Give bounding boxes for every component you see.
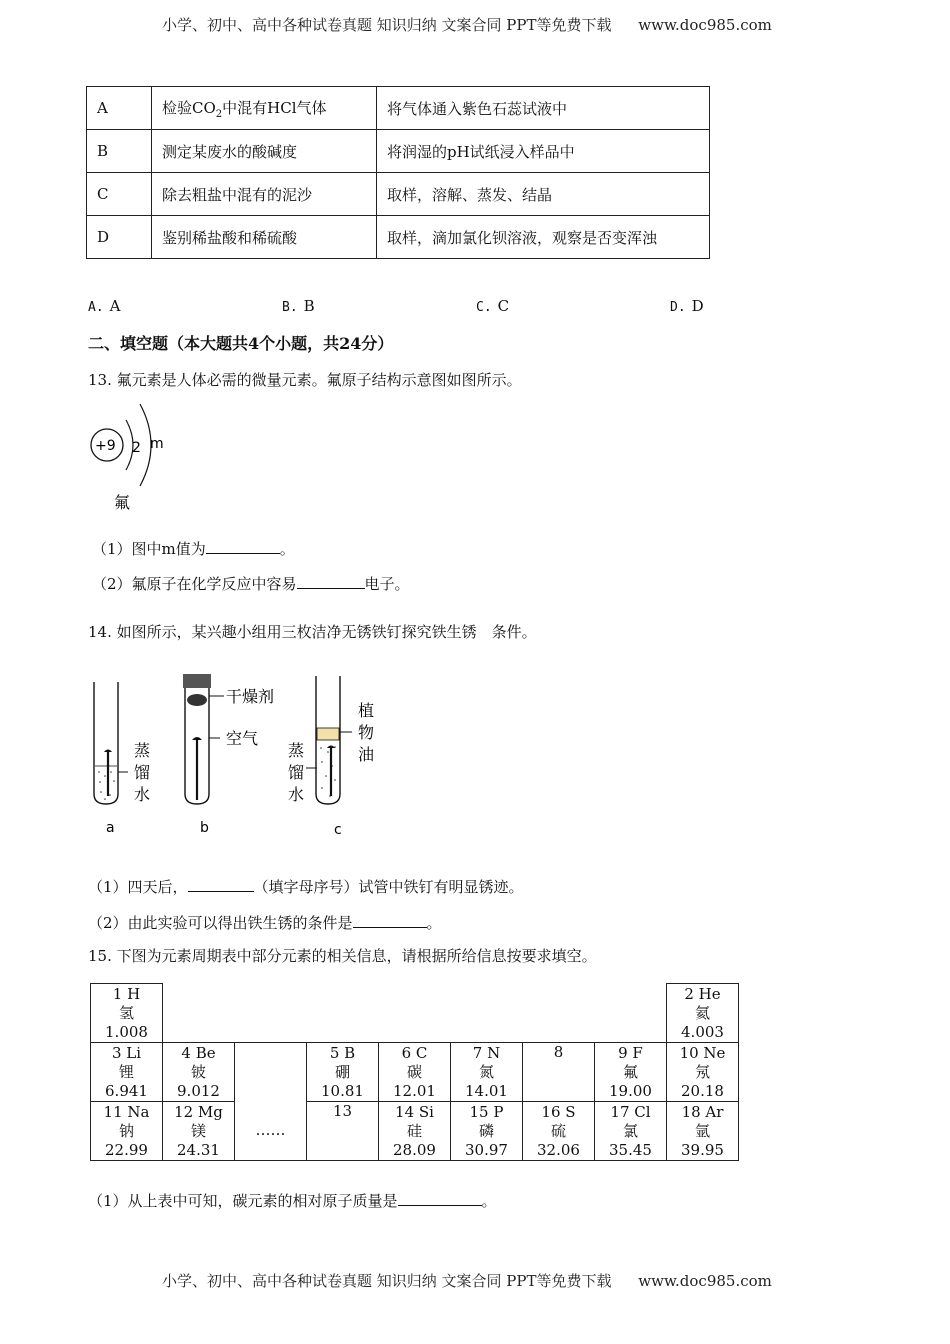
- choice-d[interactable]: D. D: [670, 297, 704, 315]
- element-cell: 15 P 磷 30.97: [451, 1102, 523, 1161]
- option-purpose: 鉴别稀盐酸和稀硫酸: [152, 216, 377, 259]
- svg-text:空气: 空气: [226, 729, 259, 748]
- rusting-experiment-diagram: [86, 672, 386, 842]
- answer-blank[interactable]: [188, 877, 254, 892]
- shell2-electrons: m: [150, 436, 164, 452]
- periodic-table: [90, 983, 739, 1161]
- options-table: [86, 86, 710, 259]
- header-text: 小学、初中、高中各种试卷真题 知识归纳 文案合同 PPT等免费下载: [162, 16, 612, 34]
- tube-label-b: b: [200, 820, 209, 836]
- footer-text: 小学、初中、高中各种试卷真题 知识归纳 文案合同 PPT等免费下载: [162, 1272, 612, 1290]
- option-label: D: [87, 216, 152, 259]
- answer-blank[interactable]: [297, 574, 365, 589]
- option-label: A: [87, 87, 152, 130]
- table-row: [91, 984, 739, 1043]
- shell1-electrons: 2: [132, 440, 141, 456]
- option-purpose: 检验$CO_2$中混有HCl气体: [152, 87, 377, 130]
- table-row: [87, 87, 710, 130]
- element-label: 氟: [114, 493, 131, 512]
- element-cell: 9 F 氟 19.00: [595, 1043, 667, 1102]
- tube-label-c: c: [334, 822, 342, 838]
- option-method: 取样，滴加氯化钡溶液，观察是否变浑浊: [377, 216, 710, 259]
- choice-a[interactable]: A. A: [88, 297, 121, 315]
- answer-blank[interactable]: [206, 539, 280, 554]
- q13-stem: 13. 氟元素是人体必需的微量元素。氟原子结构示意图如图所示。: [88, 371, 522, 389]
- svg-text:馏: 馏: [134, 763, 151, 782]
- element-cell: 18 Ar 氩 39.95: [667, 1102, 739, 1161]
- q14-stem: 14. 如图所示，某兴趣小组用三枚洁净无锈铁钉探究铁生锈 条件。: [88, 623, 537, 641]
- header-url[interactable]: www.doc985.com: [638, 16, 772, 34]
- water-dots-c: [320, 746, 336, 797]
- element-cell: 13: [307, 1102, 379, 1161]
- option-purpose: 测定某废水的酸碱度: [152, 130, 377, 173]
- svg-text:植: 植: [358, 701, 375, 720]
- water-dots-a: [98, 771, 115, 800]
- element-cell: 10 Ne 氖 20.18: [667, 1043, 739, 1102]
- choice-b[interactable]: B. B: [282, 297, 315, 315]
- svg-text:水: 水: [134, 785, 151, 804]
- tube-label-a: a: [106, 820, 115, 836]
- element-cell: 4 Be 铍 9.012: [163, 1043, 235, 1102]
- table-row: [87, 173, 710, 216]
- table-row: [91, 1102, 739, 1161]
- vegetable-oil-layer: [317, 728, 339, 740]
- option-method: 将气体通入紫色石蕊试液中: [377, 87, 710, 130]
- test-tube-a: [94, 682, 118, 804]
- choice-c[interactable]: C. C: [476, 297, 510, 315]
- element-cell: 3 Li 锂 6.941: [91, 1043, 163, 1102]
- element-cell: 6 C 碳 12.01: [379, 1043, 451, 1102]
- page-header: [162, 14, 772, 35]
- fluorine-atom-diagram: [88, 398, 198, 518]
- option-method: 将润湿的pH试纸浸入样品中: [377, 130, 710, 173]
- element-cell: 8: [523, 1043, 595, 1102]
- nucleus-charge: +9: [95, 438, 116, 454]
- option-label: B: [87, 130, 152, 173]
- element-cell: 17 Cl 氯 35.45: [595, 1102, 667, 1161]
- svg-text:馏: 馏: [288, 763, 305, 782]
- section-title: 二、填空题（本大题共4个小题，共24分）: [88, 334, 394, 353]
- element-cell: 1 H 氢 1.008: [91, 984, 163, 1043]
- option-purpose: 除去粗盐中混有的泥沙: [152, 173, 377, 216]
- q13-sub2: （2）氟原子在化学反应中容易 电子。: [92, 575, 410, 593]
- answer-blank[interactable]: [398, 1191, 482, 1206]
- element-cell: 12 Mg 镁 24.31: [163, 1102, 235, 1161]
- element-cell: 2 He 氦 4.003: [667, 984, 739, 1043]
- desiccant: [187, 694, 207, 706]
- q15-sub1: （1）从上表中可知，碳元素的相对原子质量是 。: [88, 1192, 497, 1210]
- answer-blank[interactable]: [353, 913, 427, 928]
- element-cell: 11 Na 钠 22.99: [91, 1102, 163, 1161]
- svg-text:水: 水: [288, 785, 305, 804]
- svg-text:油: 油: [358, 745, 375, 764]
- q13-sub1: （1）图中m值为 。: [92, 540, 295, 558]
- element-cell: 14 Si 硅 28.09: [379, 1102, 451, 1161]
- svg-text:物: 物: [358, 723, 375, 742]
- ellipsis-cell: ……: [235, 1102, 307, 1161]
- table-row: [87, 130, 710, 173]
- svg-text:干燥剂: 干燥剂: [226, 687, 275, 706]
- element-cell: 16 S 硫 32.06: [523, 1102, 595, 1161]
- element-cell: 5 B 硼 10.81: [307, 1043, 379, 1102]
- element-cell: 7 N 氮 14.01: [451, 1043, 523, 1102]
- q14-sub2: （2）由此实验可以得出铁生锈的条件是 。: [88, 914, 442, 932]
- table-row: [87, 216, 710, 259]
- option-method: 取样，溶解、蒸发、结晶: [377, 173, 710, 216]
- q14-sub1: （1）四天后， （填字母序号）试管中铁钉有明显锈迹。: [88, 878, 524, 896]
- page-footer: [162, 1270, 772, 1291]
- table-row: [91, 1043, 739, 1102]
- option-label: C: [87, 173, 152, 216]
- stopper-b: [183, 674, 211, 688]
- svg-text:蒸: 蒸: [134, 741, 151, 760]
- footer-url[interactable]: www.doc985.com: [638, 1272, 772, 1290]
- svg-text:蒸: 蒸: [288, 741, 305, 760]
- q15-stem: 15. 下图为元素周期表中部分元素的相关信息，请根据所给信息按要求填空。: [88, 947, 597, 965]
